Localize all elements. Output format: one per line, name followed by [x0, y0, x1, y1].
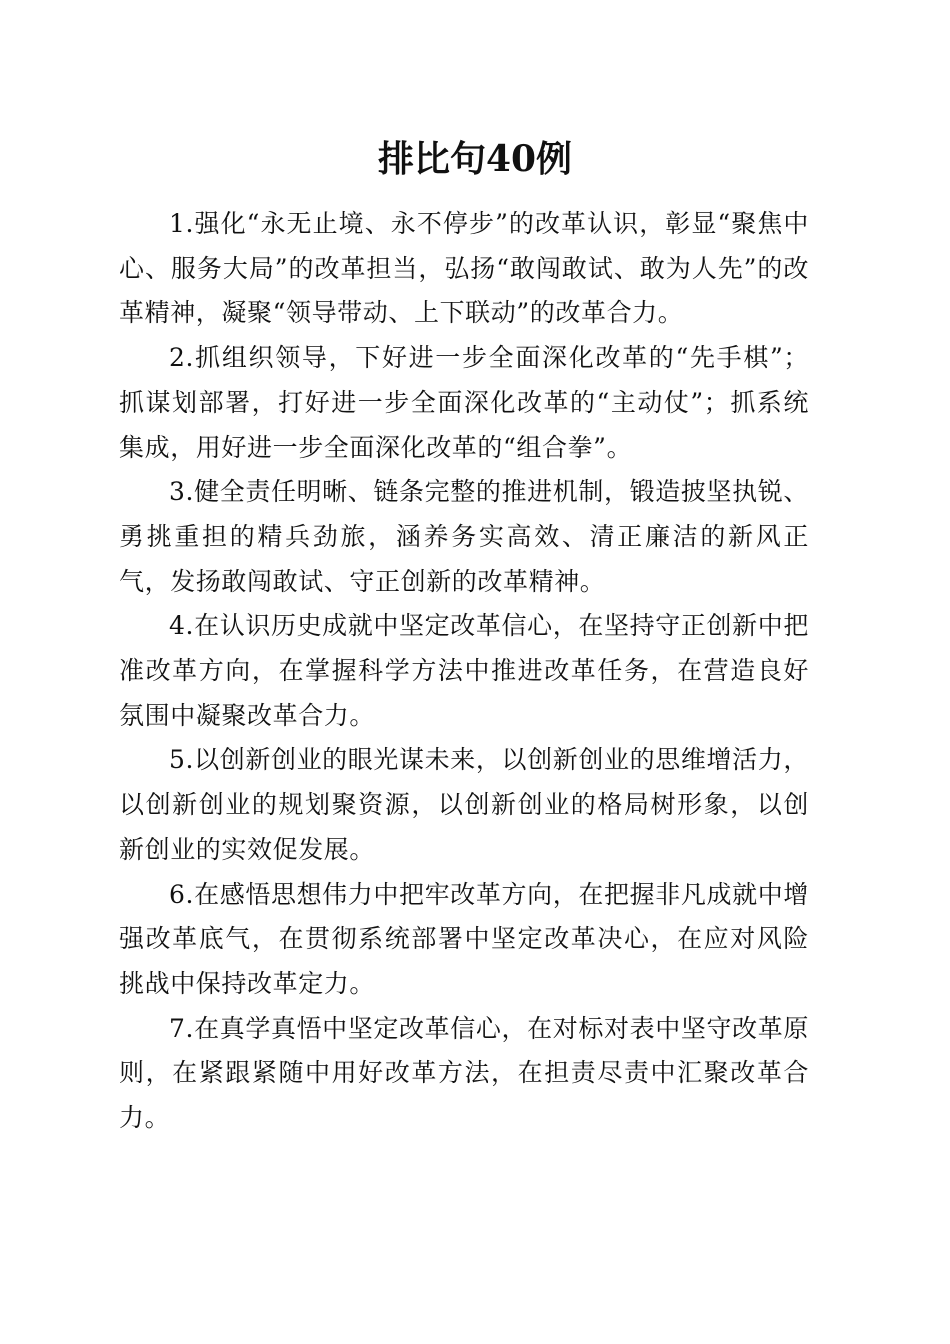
paragraph-4: 4.在认识历史成就中坚定改革信心，在坚持守正创新中把准改革方向，在掌握科学方法中推进改革任务，在营造良好氛围中凝聚改革合力。 [119, 611, 809, 730]
document-body [119, 202, 809, 1141]
paragraph-2: 2.抓组织领导，下好进一步全面深化改革的“先手棋”；抓谋划部署，打好进一步全面深化改革的“主动仗”；抓系统集成，用好进一步全面深化改革的“组合拳”。 [119, 343, 809, 462]
paragraph-1: 1.强化“永无止境、永不停步”的改革认识，彰显“聚焦中心、服务大局”的改革担当，弘扬“敢闯敢试、敢为人先”的改革精神，凝聚“领导带动、上下联动”的改革合力。 [119, 209, 809, 328]
paragraph-5: 5.以创新创业的眼光谋未来，以创新创业的思维增活力，以创新创业的规划聚资源，以创新创业的格局树形象，以创新创业的实效促发展。 [119, 745, 809, 864]
document-title: 排比句40例 [377, 138, 573, 180]
paragraph-3: 3.健全责任明晰、链条完整的推进机制，锻造披坚执锐、勇挑重担的精兵劲旅，涵养务实高效、清正廉洁的新风正气，发扬敢闯敢试、守正创新的改革精神。 [119, 477, 809, 596]
paragraph-7: 7.在真学真悟中坚定改革信心，在对标对表中坚守改革原则，在紧跟紧随中用好改革方法，在担责尽责中汇聚改革合力。 [119, 1013, 809, 1133]
paragraph-6: 6.在感悟思想伟力中把牢改革方向，在把握非凡成就中增强改革底气，在贯彻系统部署中坚定改革决心，在应对风险挑战中保持改革定力。 [119, 879, 809, 998]
